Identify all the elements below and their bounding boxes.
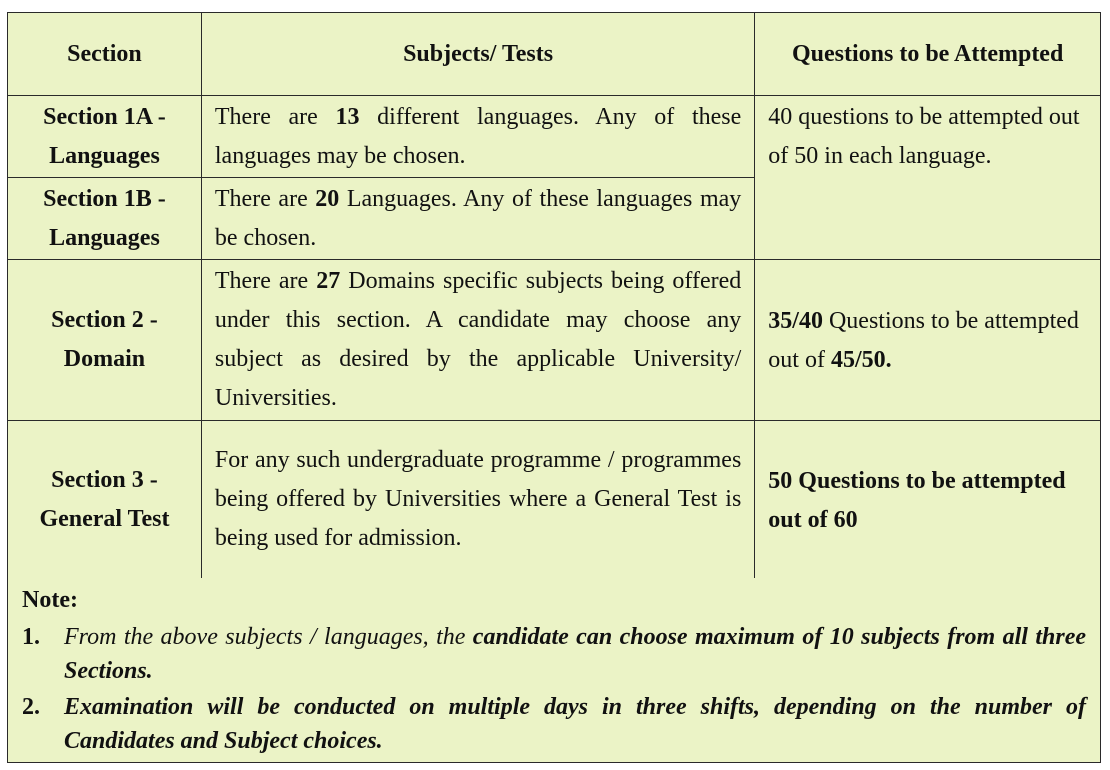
section-3-subjects: For any such undergraduate programme / programmes being offered by Universities where a General Test is being used for admission. [201,421,754,579]
general-test-questions: 50 Questions to be attempted out of 60 [755,421,1101,579]
note-title: Note: [22,587,78,613]
header-questions: Questions to be Attempted [755,13,1101,96]
section-1b-subjects: There are 20 Languages. Any of these languages may be chosen. [201,178,754,260]
exam-sections-table [7,12,1101,579]
note-box [7,578,1101,763]
section-3-label: Section 3 - General Test [8,421,202,579]
languages-questions: 40 questions to be attempted out of 50 in each language. [755,96,1101,260]
note-item-1-number: 1. [22,624,40,650]
section-1a-label: Section 1A - Languages [8,96,202,178]
note-item-1 [22,620,1086,688]
header-section: Section [8,13,202,96]
note-item-2-number: 2. [22,694,40,720]
section-1b-label: Section 1B - Languages [8,178,202,260]
section-1a-subjects: There are 13 different languages. Any of these languages may be chosen. [201,96,754,178]
header-subjects: Subjects/ Tests [201,13,754,96]
domain-questions: 35/40 Questions to be attempted out of 45/50. [755,260,1101,421]
note-item-2-text: Examination will be conducted on multiple days in three shifts, depending on the number of Candidates and Subject choices. [64,694,1086,754]
section-2-label: Section 2 - Domain [8,260,202,421]
note-item-2 [22,690,1086,758]
note-item-1-text: From the above subjects / languages, the candidate can choose maximum of 10 subjects from all three Sections. [64,624,1086,684]
section-2-subjects: There are 27 Domains specific subjects being offered under this section. A candidate may choose any subject as desired by the applicable University/ Universities. [201,260,754,421]
